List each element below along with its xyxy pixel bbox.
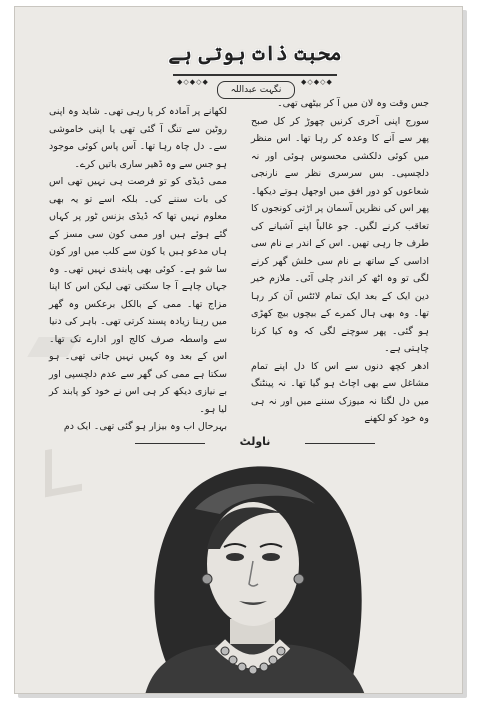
author-name: نگہت عبداللہ (217, 81, 295, 99)
story-title: محبت ذات ہوتی ہے (168, 41, 342, 65)
paragraph: ممی ڈیڈی کو تو فرصت ہی نہیں تھی اس کی بات سننے کی۔ بلکہ اسے تو یہ بھی معلوم نہیں تھا کہ ڈیڈی بزنس ٹور پر کہاں گئے ہوئے ہیں اور ممی کون سی مسز کے ہاں مدعو ہیں یا کون سے کلب میں اور کون سا شو ہے۔ کوئی بھی پابندی نہیں تھی۔ وہ جہاں چاہے آ جا سکتی تھی لیکن اس کا اپنا مزاج تھا۔ ممی کے بالکل برعکس وہ گھر میں رہنا زیادہ پسند کرتی تھی۔ باہر کی دنیا سے واسطہ صرف کالج اور ادارے تک تھا۔ اس کے بعد وہ کہیں نہیں جاتی تھی۔ ہو سکتا ہے ممی کی گھر سے عدم دلچسپی اور بے نیازی دیکھ کر ہی اس نے خود کو پابند کر لیا ہو۔ (49, 176, 227, 415)
portrait-illustration (125, 439, 385, 694)
background-decoration (45, 444, 82, 498)
paragraph: لکھانے پر آمادہ کر پا رہی تھی۔ شاید وہ اپنی روٹین سے تنگ آ گئی تھی یا اپنی خاموشی سے۔ دل چاہ رہا تھا۔ آس پاس کوئی موجود ہو جس سے وہ ڈھیر ساری باتیں کرے۔ (49, 106, 227, 170)
paragraph: سورج اپنی آخری کرنیں چھوڑ کر کل صبح پھر سے آنے کا وعدہ کر رہا تھا۔ اس منظر میں کوئی دلکشی محسوس ہوئی اور نہ دلچسپی۔ بس سرسری نظر سے نارنجی شعاعوں کو دور افق میں اوجھل ہوتے دیکھا۔ پھر اس کی نظریں آسمان پر اڑتی کونجوں کا تعاقب کرنے لگیں۔ جو غالباً اپنے آشیانے کی طرف جا رہی تھیں۔ اس کے اندر بے نام سی اداسی کے ساتھ بے نام سی خلش گھر کرنے لگی تو وہ اٹھ کر اندر چلی آئی۔ ملازم خیر دین ایک کے بعد ایک تمام لائٹس آن کر رہا تھا۔ وہ بھی ہال کمرے کے بیچوں بیچ کھڑی ہو گئی۔ پھر سوچنے لگی کہ وہ کیا کرنا چاہتی ہے۔ (251, 115, 429, 354)
text-column-right (251, 95, 429, 428)
section-label: ناولٹ (239, 435, 271, 448)
flourish-ornament: ◆◇◆◇◆ (177, 78, 209, 86)
paragraph: جس وقت وہ لان میں آ کر بیٹھی تھی۔ (277, 98, 429, 109)
story-header (155, 41, 355, 97)
flourish-ornament: ◆◇◆◇◆ (301, 78, 333, 86)
title-underline (173, 74, 337, 76)
magazine-page (14, 6, 463, 694)
paragraph: ادھر کچھ دنوں سے اس کا دل اپنے تمام مشاغل سے بھی اچاٹ ہو گیا تھا۔ نہ پینٹنگ میں دل لگتا نہ میوزک سننے میں اور نہ ہی وہ خود کو لکھنے (251, 360, 429, 424)
paragraph: بہرحال اب وہ بیزار ہو گئی تھی۔ ایک دم (63, 421, 227, 432)
text-column-left (49, 103, 227, 436)
